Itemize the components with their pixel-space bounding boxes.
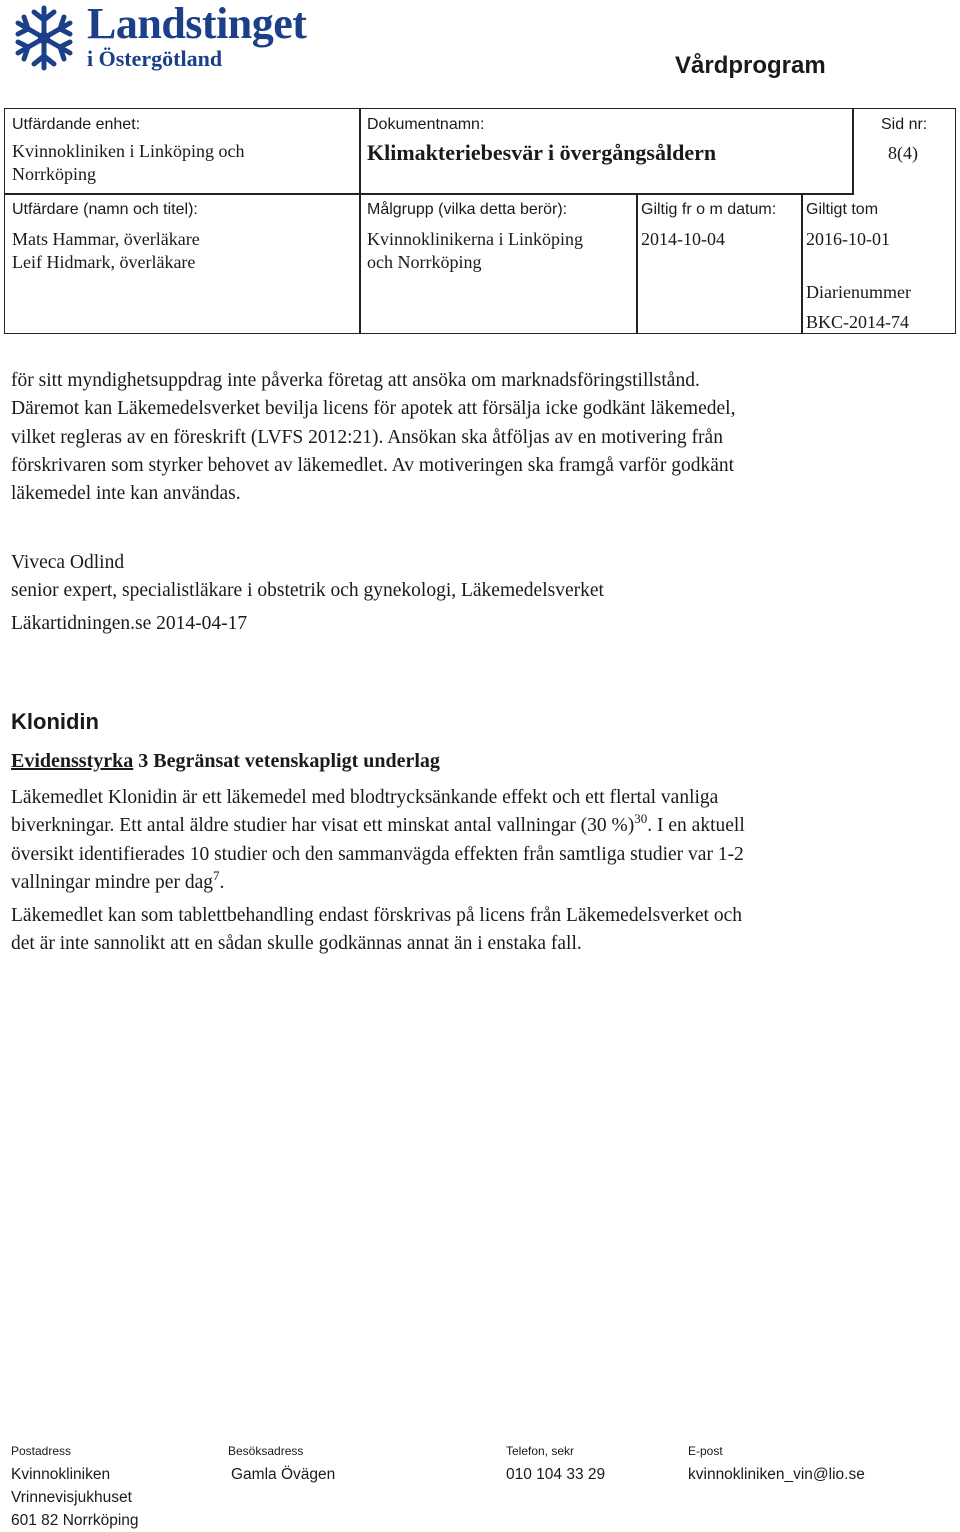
issuer-line2: Leif Hidmark, överläkare xyxy=(12,252,196,272)
paragraph-line: förskrivaren som styrker behovet av läkemedlet. Av motiveringen ska framgå varför godkänt xyxy=(11,454,735,476)
paragraph-line: Läkemedlet Klonidin är ett läkemedel med blodtrycksänkande effekt och ett flertal vanliga xyxy=(11,787,719,808)
footer-phone-label: Telefon, sekr xyxy=(506,1444,575,1458)
paragraph-line: översikt identifierades 10 studier och den sammanvägda effekten från samtliga studier var 1-2 xyxy=(11,843,744,865)
evidence-label: Evidensstyrka xyxy=(11,750,134,772)
footer-email-link[interactable]: kvinnokliniken_vin@lio.se xyxy=(688,1466,865,1483)
licensing-paragraph xyxy=(11,367,941,508)
paragraph-line: Läkemedlet kan som tablettbehandling endast förskrivas på licens från Läkemedelsverket och xyxy=(11,905,742,926)
paragraph-line: för sitt myndighetsuppdrag inte påverka företag att ansöka om marknadsföringstillstånd. xyxy=(11,370,700,391)
valid-from-value: 2014-10-04 xyxy=(641,229,725,249)
target-group-label: Målgrupp (vilka detta berör): xyxy=(367,201,568,218)
klonidin-paragraph xyxy=(11,784,941,897)
footer-email-label: E-post xyxy=(688,1444,723,1458)
header-divider-vertical-2 xyxy=(636,193,638,333)
reference-superscript: 7 xyxy=(212,867,220,883)
issuing-unit-line2: Norrköping xyxy=(12,164,96,184)
page-number-label: Sid nr: xyxy=(881,116,928,133)
section-heading-klonidin: Klonidin xyxy=(11,709,99,734)
author-block xyxy=(11,549,941,638)
paragraph-line xyxy=(11,812,941,840)
paragraph-line: det är inte sannolikt att en sådan skulle godkännas annat än i enstaka fall. xyxy=(11,933,582,955)
evidence-text: 3 Begränsat vetenskapligt underlag xyxy=(133,750,440,772)
document-header-table xyxy=(4,108,956,334)
valid-from-label: Giltig fr o m datum: xyxy=(641,201,777,218)
target-group-line2: och Norrköping xyxy=(367,252,482,272)
author-source: Läkartidningen.se 2014-04-17 xyxy=(11,612,248,634)
footer-visit-value: Gamla Övägen xyxy=(231,1466,336,1483)
issuing-unit-label: Utfärdande enhet: xyxy=(12,116,141,133)
paragraph-line: läkemedel inte kan användas. xyxy=(11,483,241,505)
header-divider-vertical-4 xyxy=(852,109,854,195)
paragraph-line xyxy=(11,869,941,897)
diary-number-label: Diarienummer xyxy=(806,282,911,302)
paragraph-line: Däremot kan Läkemedelsverket bevilja licens för apotek att försälja icke godkänt läkemedel, xyxy=(11,398,736,420)
snowflake-logo-icon xyxy=(10,4,78,72)
valid-to-label: Giltigt tom xyxy=(806,201,879,218)
issuing-unit-line1: Kvinnokliniken i Linköping och xyxy=(12,141,245,161)
document-type: Vårdprogram xyxy=(675,52,826,79)
author-title: senior expert, specialistläkare i obstetrik och gynekologi, Läkemedelsverket xyxy=(11,580,604,602)
footer-postal-line2: Vrinnevisjukhuset xyxy=(11,1489,132,1506)
paragraph-fragment: vallningar mindre per dag xyxy=(11,871,213,893)
paragraph-fragment: . xyxy=(219,871,225,893)
footer-postal-value xyxy=(11,1463,139,1532)
header-divider-horizontal xyxy=(5,193,853,195)
logo-region: i Östergötland xyxy=(87,46,223,71)
logo-name: Landstinget xyxy=(87,0,307,48)
paragraph-fragment: biverkningar. Ett antal äldre studier har visat ett minskat antal vallningar (30 %) xyxy=(11,815,635,837)
footer-postal-label: Postadress xyxy=(11,1444,72,1458)
issuer-label: Utfärdare (namn och titel): xyxy=(12,201,198,218)
footer-visit-label: Besöksadress xyxy=(228,1444,304,1458)
issuing-unit-value xyxy=(12,140,244,186)
footer-postal-line1: Kvinnokliniken xyxy=(11,1466,111,1483)
reference-superscript: 30 xyxy=(634,811,648,827)
footer-phone-value: 010 104 33 29 xyxy=(506,1466,606,1483)
target-group-value xyxy=(367,228,583,274)
doc-name-value: Klimakteriebesvär i övergångsåldern xyxy=(367,140,717,165)
paragraph-fragment: . I en aktuell xyxy=(647,815,745,837)
target-group-line1: Kvinnoklinikerna i Linköping xyxy=(367,229,583,249)
license-paragraph xyxy=(11,902,941,959)
page-number-value: 8(4) xyxy=(888,143,918,163)
header-divider-vertical-3 xyxy=(801,193,803,333)
footer-postal-line3: 601 82 Norrköping xyxy=(11,1512,139,1529)
header-divider-vertical-1 xyxy=(359,109,361,333)
doc-name-label: Dokumentnamn: xyxy=(367,116,485,133)
author-name: Viveca Odlind xyxy=(11,552,125,573)
diary-number-value: BKC-2014-74 xyxy=(806,312,909,332)
valid-to-value: 2016-10-01 xyxy=(806,229,890,249)
paragraph-line: vilket regleras av en föreskrift (LVFS 2012:21). Ansökan ska åtföljas av en motivering från xyxy=(11,426,723,448)
issuer-value xyxy=(12,228,200,274)
landstinget-logo xyxy=(10,2,320,76)
evidence-strength xyxy=(11,750,440,773)
issuer-line1: Mats Hammar, överläkare xyxy=(12,229,200,249)
